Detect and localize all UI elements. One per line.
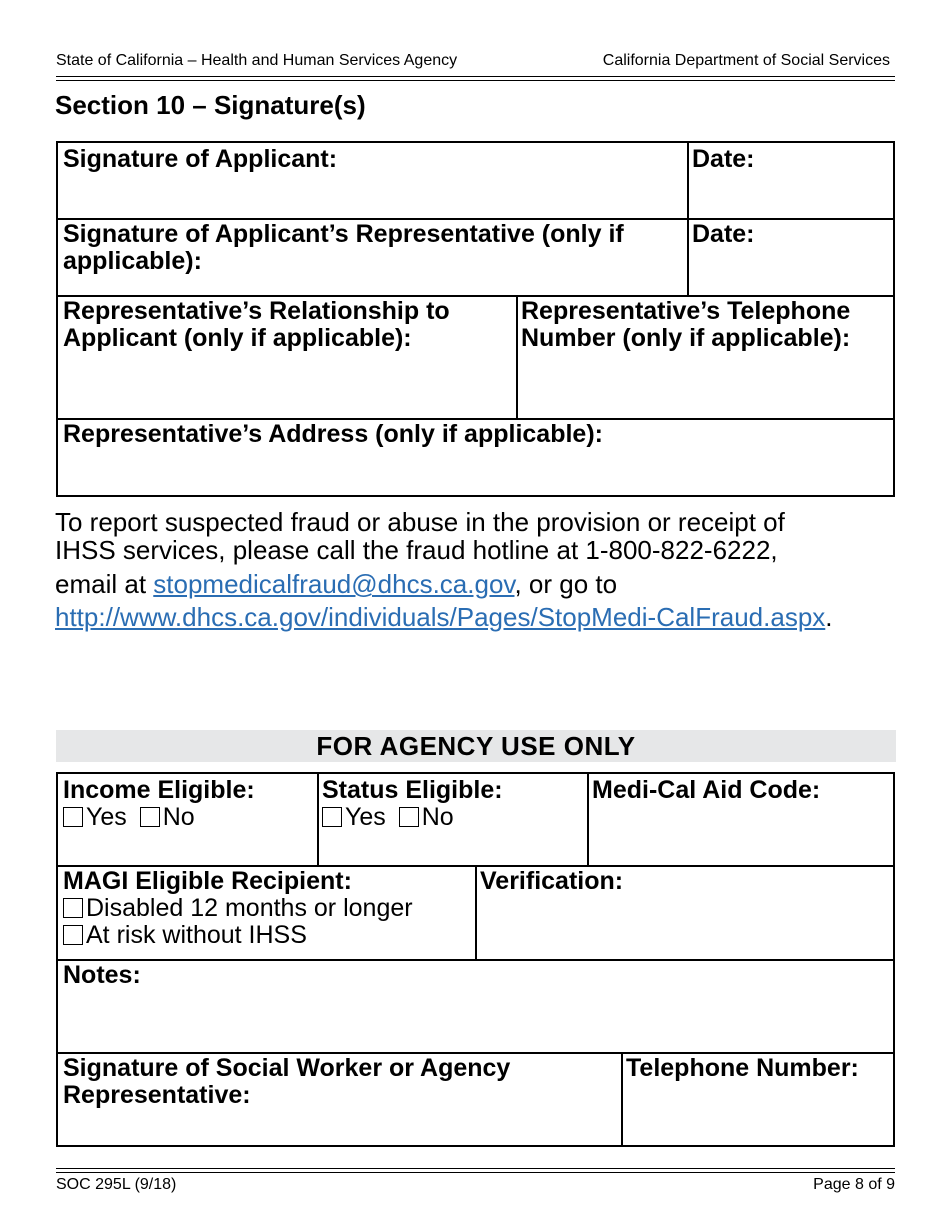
representative-date-label: Date: (692, 220, 755, 248)
header-divider (56, 76, 895, 77)
representative-relationship-field[interactable] (56, 295, 518, 420)
income-eligible-field (56, 772, 319, 867)
social-worker-signature-label: Signature of Social Worker or Agency Representative: (63, 1054, 511, 1109)
aid-code-field[interactable] (587, 772, 895, 867)
agency-telephone-label: Telephone Number: (626, 1054, 859, 1082)
representative-signature-field[interactable] (56, 218, 689, 297)
header-agency: State of California – Health and Human Services Agency (56, 52, 458, 69)
income-eligible-label: Income Eligible: (63, 776, 255, 804)
applicant-date-label: Date: (692, 145, 755, 173)
applicant-signature-label: Signature of Applicant: (63, 145, 338, 173)
status-eligible-label: Status Eligible: (322, 776, 503, 804)
fraud-notice-line-1: To report suspected fraud or abuse in the provision or receipt of (55, 507, 785, 537)
notes-field[interactable] (56, 959, 895, 1054)
fraud-email-link[interactable]: stopmedicalfraud@dhcs.ca.gov (153, 569, 515, 599)
income-eligible-yes-label: Yes (86, 803, 127, 831)
verification-label: Verification: (480, 867, 624, 895)
status-eligible-field (317, 772, 589, 867)
fraud-email-suffix: , or go to (514, 569, 618, 599)
header-department: California Department of Social Services (602, 52, 890, 69)
agency-use-banner: FOR AGENCY USE ONLY (56, 730, 896, 762)
representative-address-field[interactable] (56, 418, 895, 497)
agency-telephone-field[interactable] (621, 1052, 895, 1147)
applicant-signature-field[interactable] (56, 141, 689, 220)
verification-field[interactable] (475, 865, 895, 961)
header-divider (56, 80, 895, 81)
disabled-checkbox[interactable] (63, 898, 83, 918)
fraud-url-suffix: . (825, 602, 833, 632)
status-eligible-no-label: No (421, 803, 454, 831)
representative-telephone-field[interactable] (516, 295, 895, 420)
form-id: SOC 295L (9/18) (56, 1176, 177, 1193)
at-risk-label: At risk without IHSS (86, 921, 307, 949)
fraud-notice (55, 508, 915, 631)
income-eligible-no-label: No (162, 803, 195, 831)
representative-address-label: Representative’s Address (only if applicable): (63, 420, 603, 448)
representative-signature-label: Signature of Applicant’s Representative (only if applicable): (63, 220, 624, 275)
representative-relationship-label: Representative’s Relationship to Applicant (only if applicable): (63, 297, 450, 352)
applicant-date-field[interactable] (687, 141, 895, 220)
magi-eligible-label: MAGI Eligible Recipient: (63, 867, 352, 895)
income-eligible-yes-checkbox[interactable] (63, 807, 83, 827)
fraud-website-link[interactable]: http://www.dhcs.ca.gov/individuals/Pages/StopMedi-CalFraud.aspx (55, 602, 826, 632)
fraud-notice-line-2: IHSS services, please call the fraud hotline at 1-800-822-6222, (55, 535, 778, 565)
footer-divider (56, 1168, 895, 1169)
section-title: Section 10 – Signature(s) (55, 90, 366, 120)
fraud-email-prefix: email at (55, 569, 154, 599)
disabled-label: Disabled 12 months or longer (86, 894, 413, 922)
representative-date-field[interactable] (687, 218, 895, 297)
social-worker-signature-field[interactable] (56, 1052, 623, 1147)
status-eligible-no-checkbox[interactable] (399, 807, 419, 827)
aid-code-label: Medi-Cal Aid Code: (592, 776, 821, 804)
income-eligible-no-checkbox[interactable] (140, 807, 160, 827)
page-number: Page 8 of 9 (813, 1176, 895, 1193)
representative-telephone-label: Representative’s Telephone Number (only if applicable): (521, 297, 851, 352)
status-eligible-yes-checkbox[interactable] (322, 807, 342, 827)
status-eligible-yes-label: Yes (345, 803, 386, 831)
notes-label: Notes: (63, 961, 141, 989)
footer-divider (56, 1172, 895, 1173)
magi-eligible-field (56, 865, 477, 961)
at-risk-checkbox[interactable] (63, 925, 83, 945)
